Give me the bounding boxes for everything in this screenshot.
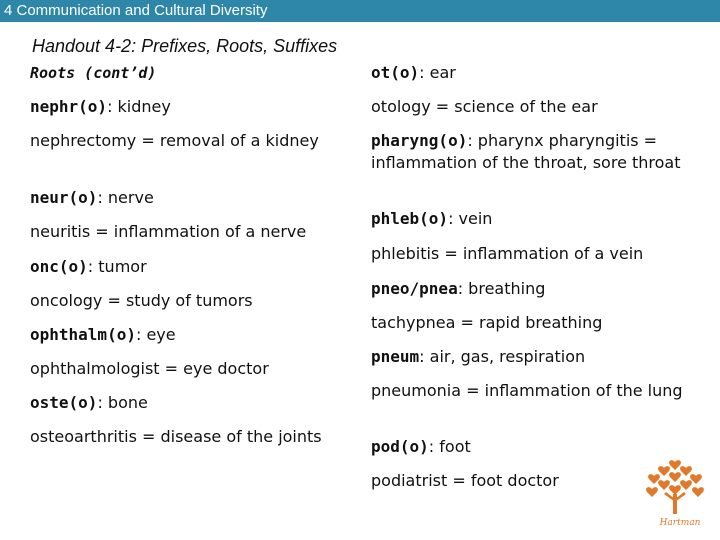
root-entry xyxy=(371,436,701,458)
root-term: onc(o) xyxy=(30,257,88,276)
handout-title: Handout 4-2: Prefixes, Roots, Suffixes xyxy=(32,36,338,56)
root-entry xyxy=(371,208,701,230)
root-entry xyxy=(371,346,701,368)
example-entry: phlebitis = inflammation of a vein xyxy=(371,244,644,263)
root-term: nephr(o) xyxy=(30,97,108,116)
example-entry: nephrectomy = removal of a kidney xyxy=(30,131,319,150)
root-definition: : nerve xyxy=(97,188,154,207)
root-term: oste(o) xyxy=(30,393,98,412)
root-definition: : breathing xyxy=(457,279,546,298)
root-entry xyxy=(30,324,360,346)
example-entry: otology = science of the ear xyxy=(371,97,598,116)
example-entry: neuritis = inflammation of a nerve xyxy=(30,222,307,241)
root-term: pod(o) xyxy=(371,437,429,456)
root-definition: : bone xyxy=(97,393,148,412)
root-definition: : eye xyxy=(135,325,176,344)
root-entry xyxy=(30,256,360,278)
root-definition: : air, gas, respiration xyxy=(419,347,586,366)
root-term: ot(o) xyxy=(371,63,420,82)
root-term: ophthalm(o) xyxy=(30,325,136,344)
example-entry: osteoarthritis = disease of the joints xyxy=(30,427,322,446)
root-entry xyxy=(371,130,701,174)
example-entry: oncology = study of tumors xyxy=(30,291,253,310)
root-term: pharyng(o) xyxy=(371,131,468,150)
example-entry: podiatrist = foot doctor xyxy=(371,471,559,490)
example-entry: ophthalmologist = eye doctor xyxy=(30,359,269,378)
root-term: neur(o) xyxy=(30,188,98,207)
root-definition: : ear xyxy=(419,63,456,82)
root-definition: : foot xyxy=(428,437,471,456)
section-title: 4 Communication and Cultural Diversity xyxy=(4,2,268,19)
root-term: phleb(o) xyxy=(371,209,449,228)
root-entry xyxy=(371,62,701,84)
example-entry: pneumonia = inflammation of the lung xyxy=(371,381,683,400)
root-entry xyxy=(30,187,360,209)
section-subheading: Roots (cont’d) xyxy=(30,64,157,82)
example-entry: tachypnea = rapid breathing xyxy=(371,313,603,332)
root-term: pneum xyxy=(371,347,420,366)
root-definition: : pharynx pharyngitis = inflammation of the throat, sore throat xyxy=(371,131,681,172)
root-entry xyxy=(371,278,701,300)
root-entry xyxy=(30,392,360,414)
logo-wordmark: Hartman xyxy=(659,518,701,528)
section-header-bar xyxy=(0,0,720,22)
root-definition: : vein xyxy=(448,209,493,228)
root-definition: : kidney xyxy=(107,97,171,116)
root-term: pneo/pnea xyxy=(371,279,458,298)
root-definition: : tumor xyxy=(87,257,147,276)
root-entry xyxy=(30,96,360,118)
